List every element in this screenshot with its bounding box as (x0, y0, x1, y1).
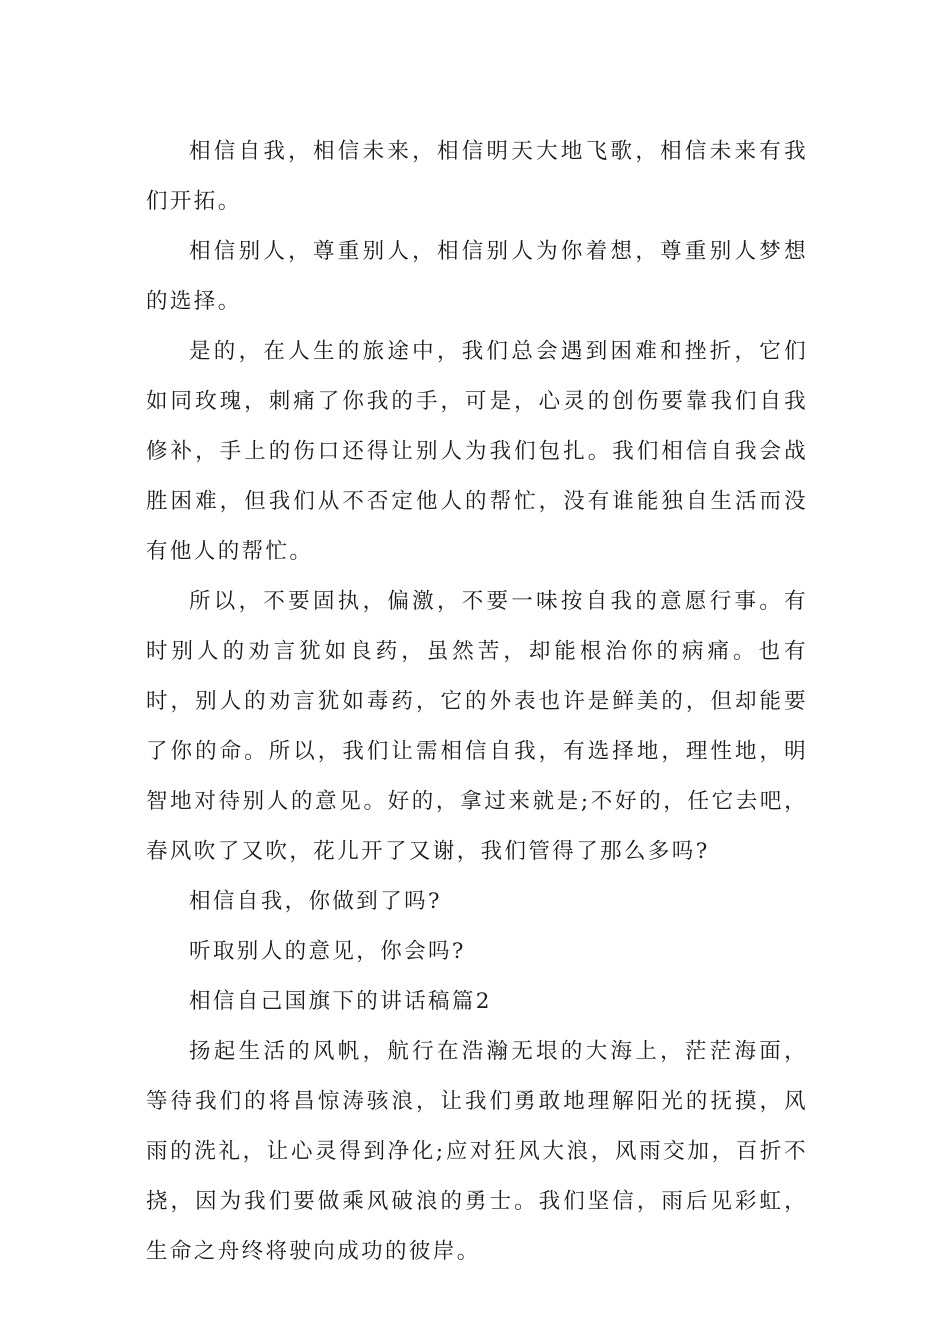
paragraph: 所以，不要固执，偏激，不要一味按自我的意愿行事。有时别人的劝言犹如良药，虽然苦，却能根治你的病痛。也有时，别人的劝言犹如毒药，它的外表也许是鲜美的，但却能要了你的命。所以，我们让需相信自我，有选择地，理性地，明智地对待别人的意见。好的，拿过来就是;不好的，任它去吧，春风吹了又吹，花儿开了又谢，我们管得了那么多吗? (146, 589, 808, 864)
paragraph: 是的，在人生的旅途中，我们总会遇到困难和挫折，它们如同玫瑰，刺痛了你我的手，可是，心灵的创伤要靠我们自我修补，手上的伤口还得让别人为我们包扎。我们相信自我会战胜困难，但我们从不否定他人的帮忙，没有谁能独自生活而没有他人的帮忙。 (146, 339, 808, 564)
document-body (146, 127, 808, 1277)
paragraph: 听取别人的意见，你会吗? (189, 939, 466, 964)
paragraph: 相信自我，你做到了吗? (189, 889, 442, 914)
paragraph: 相信别人，尊重别人，相信别人为你着想，尊重别人梦想的选择。 (146, 239, 808, 314)
section-heading: 相信自己国旗下的讲话稿篇2 (189, 989, 492, 1014)
paragraph: 相信自我，相信未来，相信明天大地飞歌，相信未来有我们开拓。 (146, 139, 808, 214)
paragraph: 扬起生活的风帆，航行在浩瀚无垠的大海上，茫茫海面，等待我们的将昌惊涛骇浪，让我们勇敢地理解阳光的抚摸，风雨的洗礼，让心灵得到净化;应对狂风大浪，风雨交加，百折不挠，因为我们要做乘风破浪的勇士。我们坚信，雨后见彩虹，生命之舟终将驶向成功的彼岸。 (146, 1039, 808, 1264)
